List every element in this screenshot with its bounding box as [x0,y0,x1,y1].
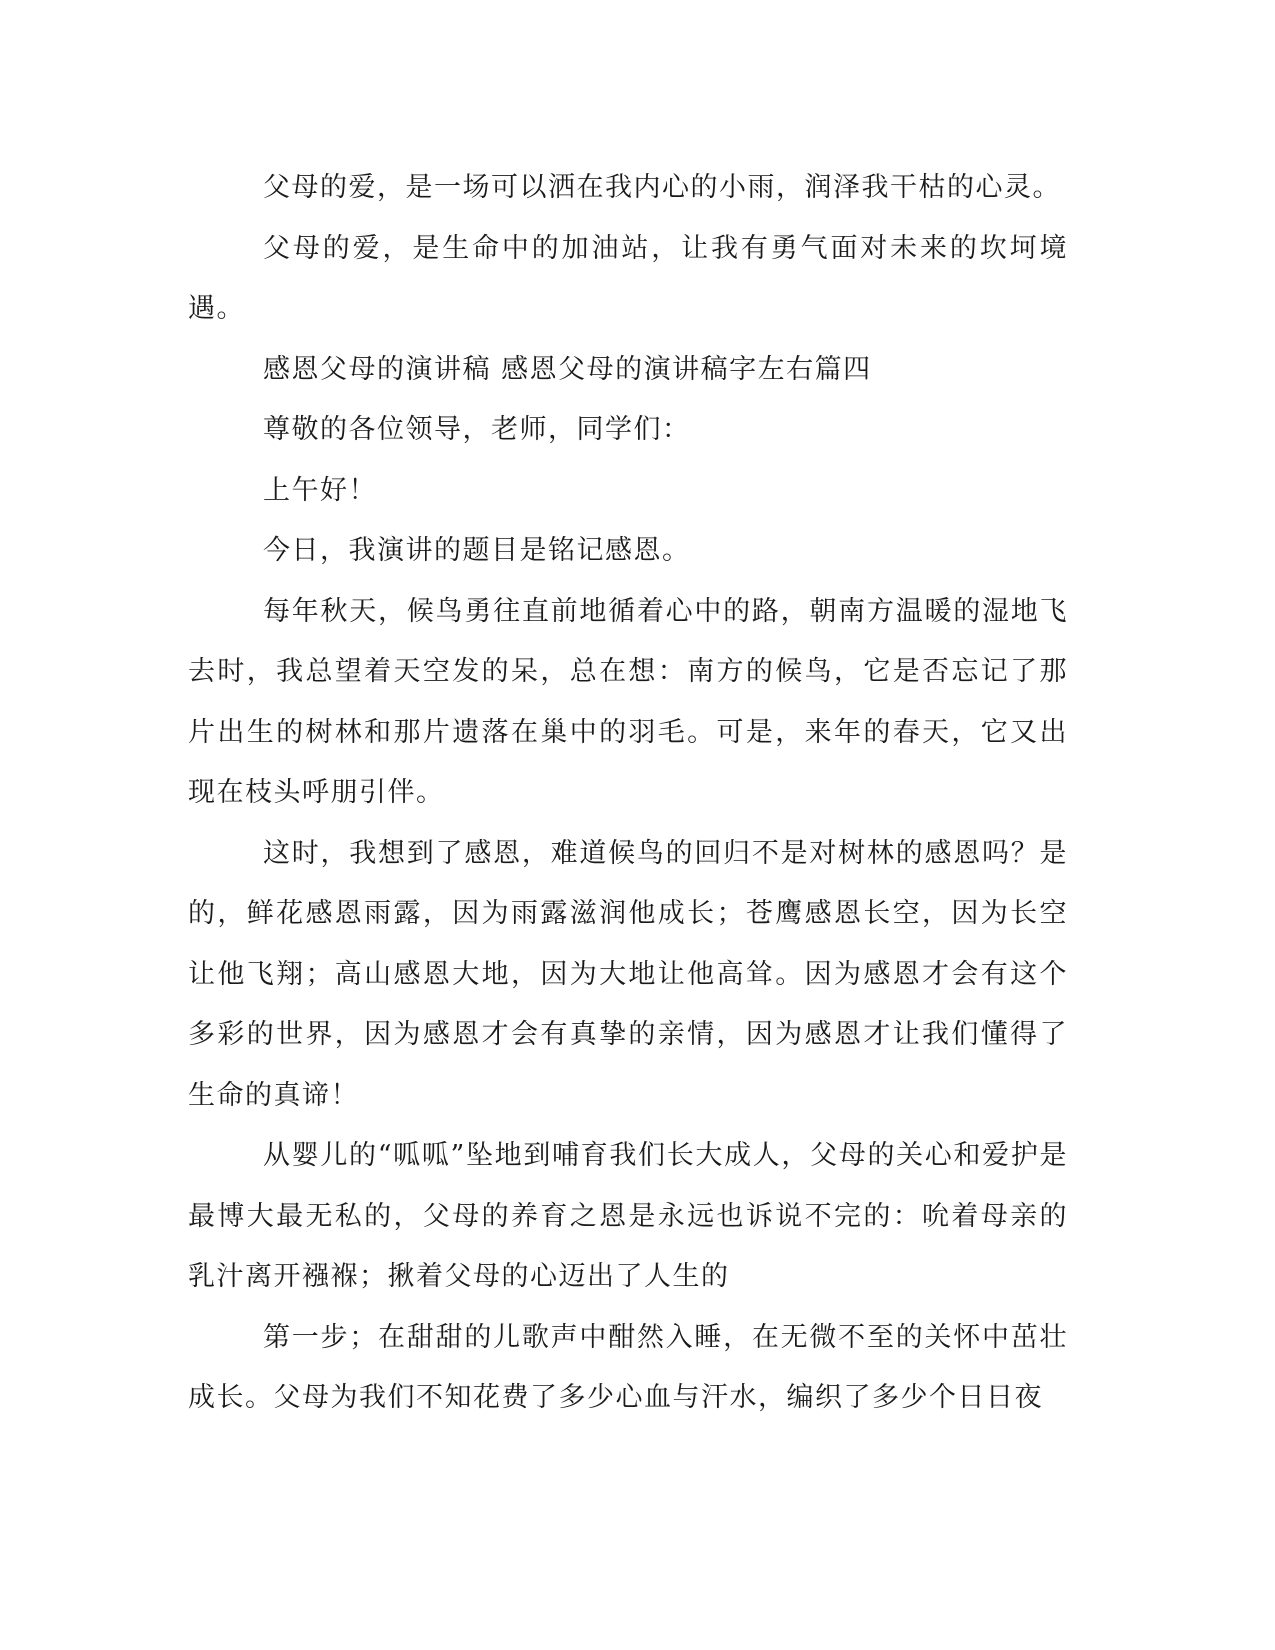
paragraph: 每年秋天，候鸟勇往直前地循着心中的路，朝南方温暖的湿地飞去时，我总望着天空发的呆，总在想：南方的候鸟，它是否忘记了那片出生的树林和那片遗落在巢中的羽毛。可是，来年的春天，它又出现在枝头呼朋引伴。 [188,595,1068,808]
paragraph: 这时，我想到了感恩，难道候鸟的回归不是对树林的感恩吗？是的，鲜花感恩雨露，因为雨露滋润他成长；苍鹰感恩长空，因为长空让他飞翔；高山感恩大地，因为大地让他高耸。因为感恩才会有这个多彩的世界，因为感恩才会有真挚的亲情，因为感恩才让我们懂得了生命的真谛！ [188,837,1068,1111]
salutation: 尊敬的各位领导，老师，同学们： [263,414,691,445]
greeting: 上午好！ [263,474,377,506]
paragraph: 第一步；在甜甜的儿歌声中酣然入睡，在无微不至的关怀中茁壮成长。父母为我们不知花费了多少心血与汗水，编织了多少个日日夜 [188,1321,1068,1413]
paragraph: 父母的爱，是一场可以洒在我内心的小雨，润泽我干枯的心灵。 [263,172,1061,203]
section-heading: 感恩父母的演讲稿 感恩父母的演讲稿字左右篇四 [263,353,872,385]
paragraph: 父母的爱，是生命中的加油站，让我有勇气面对未来的坎坷境遇。 [188,232,1068,324]
document-body [188,158,1068,1429]
paragraph: 今日，我演讲的题目是铭记感恩。 [263,535,691,566]
paragraph: 从婴儿的“呱呱”坠地到哺育我们长大成人，父母的关心和爱护是最博大最无私的，父母的养育之恩是永远也诉说不完的：吮着母亲的乳汁离开襁褓；揪着父母的心迈出了人生的 [188,1140,1068,1292]
